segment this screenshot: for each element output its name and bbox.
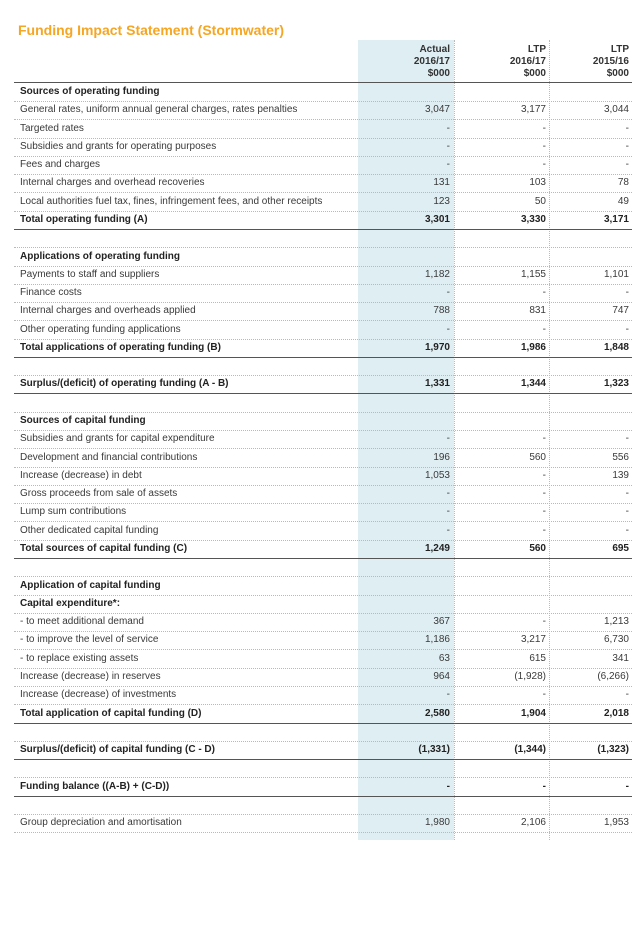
table-row (14, 412, 632, 431)
table-row (14, 284, 632, 303)
table-row (14, 430, 632, 449)
ltp-2015-16-cell: - (625, 524, 629, 536)
ltp-2016-17-cell: 1,344 (520, 378, 546, 390)
actual-2016-17-cell: 367 (433, 616, 450, 628)
spacer-row (14, 394, 632, 413)
ltp-2016-17-cell: 3,217 (520, 634, 546, 646)
ltp-2016-17-cell: 560 (529, 451, 546, 463)
actual-2016-17-cell: - (446, 122, 450, 134)
actual-2016-17-cell: (1,331) (418, 744, 450, 756)
ltp-2015-16-cell: 1,953 (603, 817, 629, 829)
row-label: Subsidies and grants for operating purposes (20, 140, 217, 152)
ltp-2016-17-cell: - (542, 140, 546, 152)
spacer-row (14, 796, 632, 815)
ltp-2015-16-cell: - (625, 323, 629, 335)
row-label: Sources of capital funding (20, 415, 146, 427)
table-row (14, 778, 632, 797)
actual-2016-17-cell: 131 (433, 177, 450, 189)
ltp-2015-16-cell: - (625, 488, 629, 500)
actual-2016-17-cell: - (446, 323, 450, 335)
table-row (14, 120, 632, 139)
ltp-2015-16-cell: 2,018 (603, 707, 629, 719)
row-label: Gross proceeds from sale of assets (20, 488, 178, 500)
actual-2016-17-cell: - (446, 140, 450, 152)
ltp-2016-17-cell: 50 (534, 195, 546, 207)
spacer-row (14, 558, 632, 577)
actual-2016-17-cell: - (446, 159, 450, 171)
ltp-2015-16-cell: 139 (612, 469, 629, 481)
table-row (14, 266, 632, 285)
table-row (14, 631, 632, 650)
row-label: Group depreciation and amortisation (20, 817, 182, 829)
table-row (14, 339, 632, 358)
actual-2016-17-cell: - (446, 488, 450, 500)
actual-2016-17-cell: 3,047 (424, 104, 450, 116)
row-label: Total application of capital funding (D) (20, 707, 202, 719)
row-label: Fees and charges (20, 159, 101, 171)
row-label: Increase (decrease) in reserves (20, 670, 161, 682)
ltp-2016-17-cell: 1,904 (520, 707, 546, 719)
row-label: Funding balance ((A-B) + (C-D)) (20, 780, 170, 792)
ltp-2016-17-cell: - (542, 488, 546, 500)
table-row (14, 449, 632, 468)
actual-2016-17-cell: - (446, 780, 450, 792)
table-row (14, 522, 632, 541)
ltp-2016-17-cell: 615 (529, 652, 546, 664)
row-label: Total operating funding (A) (20, 213, 148, 225)
table-row (14, 705, 632, 724)
column-header-actual-2016-17: Actual 2016/17 $000 (413, 44, 450, 79)
ltp-2016-17-cell: 103 (529, 177, 546, 189)
row-label: Targeted rates (20, 122, 84, 134)
row-label: Applications of operating funding (20, 250, 180, 262)
ltp-2015-16-cell: 1,213 (603, 616, 629, 628)
actual-2016-17-cell: 1,182 (424, 268, 450, 280)
table-row (14, 540, 632, 559)
ltp-2015-16-cell: - (625, 780, 629, 792)
row-label: Other operating funding applications (20, 323, 181, 335)
row-label: Surplus/(deficit) of capital funding (C - D) (20, 744, 215, 756)
actual-2016-17-cell: 123 (433, 195, 450, 207)
actual-2016-17-cell: 1,053 (424, 469, 450, 481)
column-header-ltp-2016-17: LTP 2016/17 $000 (509, 44, 546, 79)
row-label: Total sources of capital funding (C) (20, 543, 188, 554)
table-row (14, 577, 632, 596)
table-row (14, 321, 632, 340)
row-label: Capital expenditure*: (20, 597, 121, 609)
ltp-2015-16-cell: - (625, 433, 629, 445)
ltp-2015-16-cell: - (625, 140, 629, 152)
row-label: Sources of operating funding (20, 86, 160, 97)
ltp-2016-17-cell: 3,177 (520, 104, 546, 116)
row-label: Surplus/(deficit) of operating funding (A - B) (20, 378, 229, 390)
table-row (14, 503, 632, 522)
ltp-2016-17-cell: - (542, 122, 546, 134)
ltp-2016-17-cell: - (542, 780, 546, 792)
actual-2016-17-cell: 2,580 (424, 707, 450, 719)
table-row (14, 741, 632, 760)
ltp-2016-17-cell: 560 (529, 543, 546, 554)
table-row (14, 686, 632, 705)
spacer-row (14, 229, 632, 248)
row-label: Other dedicated capital funding (20, 524, 159, 536)
column-header-ltp-2015-16: LTP 2015/16 $000 (592, 44, 629, 79)
row-label: Subsidies and grants for capital expenditure (20, 433, 215, 445)
actual-2016-17-cell: - (446, 689, 450, 701)
table-row (14, 467, 632, 486)
ltp-2016-17-cell: 3,330 (520, 213, 546, 225)
ltp-2016-17-cell: - (542, 287, 546, 299)
row-label: Increase (decrease) of investments (20, 689, 177, 701)
ltp-2015-16-cell: 78 (617, 177, 629, 189)
ltp-2016-17-cell: - (542, 323, 546, 335)
ltp-2015-16-cell: 695 (612, 543, 629, 554)
row-label: Lump sum contributions (20, 506, 127, 518)
row-label: Internal charges and overheads applied (20, 305, 196, 317)
actual-2016-17-cell: 3,301 (424, 213, 450, 225)
actual-2016-17-cell: 1,331 (424, 378, 450, 390)
table-row (14, 83, 632, 102)
row-label: Development and financial contributions (20, 451, 198, 463)
ltp-2016-17-cell: 2,106 (520, 817, 546, 829)
ltp-2016-17-cell: 1,155 (520, 268, 546, 280)
ltp-2015-16-cell: - (625, 689, 629, 701)
actual-2016-17-cell: 196 (433, 451, 450, 463)
table-row (14, 211, 632, 230)
table-row (14, 101, 632, 120)
ltp-2016-17-cell: (1,344) (514, 744, 546, 756)
table-row (14, 375, 632, 394)
table-row (14, 595, 632, 614)
ltp-2016-17-cell: - (542, 433, 546, 445)
table-row (14, 814, 632, 833)
row-label: Payments to staff and suppliers (20, 268, 160, 280)
actual-2016-17-cell: 788 (433, 305, 450, 317)
ltp-2015-16-cell: 341 (612, 652, 629, 664)
row-label: Increase (decrease) in debt (20, 469, 142, 481)
actual-2016-17-cell: 1,249 (424, 543, 450, 554)
ltp-2015-16-cell: (1,323) (597, 744, 629, 756)
ltp-2015-16-cell: 1,101 (603, 268, 629, 280)
actual-2016-17-cell: 1,186 (424, 634, 450, 646)
table-row (14, 485, 632, 504)
ltp-2015-16-cell: - (625, 122, 629, 134)
row-label: - to meet additional demand (20, 616, 144, 628)
spacer-row (14, 759, 632, 778)
ltp-2015-16-cell: 6,730 (603, 634, 629, 646)
spacer-row (14, 357, 632, 376)
row-label: Application of capital funding (20, 579, 161, 591)
row-label: Internal charges and overhead recoveries (20, 177, 205, 189)
row-label: Local authorities fuel tax, fines, infringement fees, and other receipts (20, 195, 323, 207)
table-row (14, 302, 632, 321)
actual-2016-17-cell: - (446, 287, 450, 299)
ltp-2015-16-cell: - (625, 287, 629, 299)
ltp-2015-16-cell: 3,171 (603, 213, 629, 225)
ltp-2016-17-cell: - (542, 159, 546, 171)
actual-2016-17-cell: - (446, 506, 450, 518)
table-row (14, 650, 632, 669)
ltp-2016-17-cell: - (542, 524, 546, 536)
page-title: Funding Impact Statement (Stormwater) (18, 22, 285, 38)
ltp-2015-16-cell: 3,044 (603, 104, 629, 116)
row-label: - to improve the level of service (20, 634, 159, 646)
row-label: Total applications of operating funding (B) (20, 341, 221, 353)
table-row (14, 668, 632, 687)
actual-2016-17-cell: - (446, 524, 450, 536)
ltp-2015-16-cell: 1,323 (603, 378, 629, 390)
actual-2016-17-cell: 63 (438, 652, 450, 664)
table-row (14, 193, 632, 212)
ltp-2016-17-cell: - (542, 506, 546, 518)
actual-2016-17-cell: 1,970 (424, 341, 450, 353)
ltp-2016-17-cell: 1,986 (520, 341, 546, 353)
ltp-2016-17-cell: - (542, 689, 546, 701)
table-row (14, 248, 632, 267)
spacer-row (14, 723, 632, 742)
table-row (14, 174, 632, 193)
ltp-2016-17-cell: - (542, 616, 546, 628)
actual-2016-17-cell: 964 (433, 670, 450, 682)
ltp-2015-16-cell: 556 (612, 451, 629, 463)
table-row (14, 613, 632, 632)
ltp-2015-16-cell: 49 (617, 195, 629, 207)
table-row (14, 156, 632, 175)
actual-2016-17-cell: - (446, 433, 450, 445)
actual-2016-17-cell: 1,980 (424, 817, 450, 829)
ltp-2016-17-cell: (1,928) (514, 670, 546, 682)
ltp-2015-16-cell: - (625, 159, 629, 171)
ltp-2015-16-cell: - (625, 506, 629, 518)
row-label: Finance costs (20, 287, 82, 299)
ltp-2015-16-cell: 1,848 (603, 341, 629, 353)
ltp-2016-17-cell: - (542, 469, 546, 481)
ltp-2015-16-cell: (6,266) (597, 670, 629, 682)
table-row (14, 138, 632, 157)
row-label: General rates, uniform annual general charges, rates penalties (20, 104, 298, 116)
ltp-2016-17-cell: 831 (529, 305, 546, 317)
row-label: - to replace existing assets (20, 652, 139, 664)
ltp-2015-16-cell: 747 (612, 305, 629, 317)
